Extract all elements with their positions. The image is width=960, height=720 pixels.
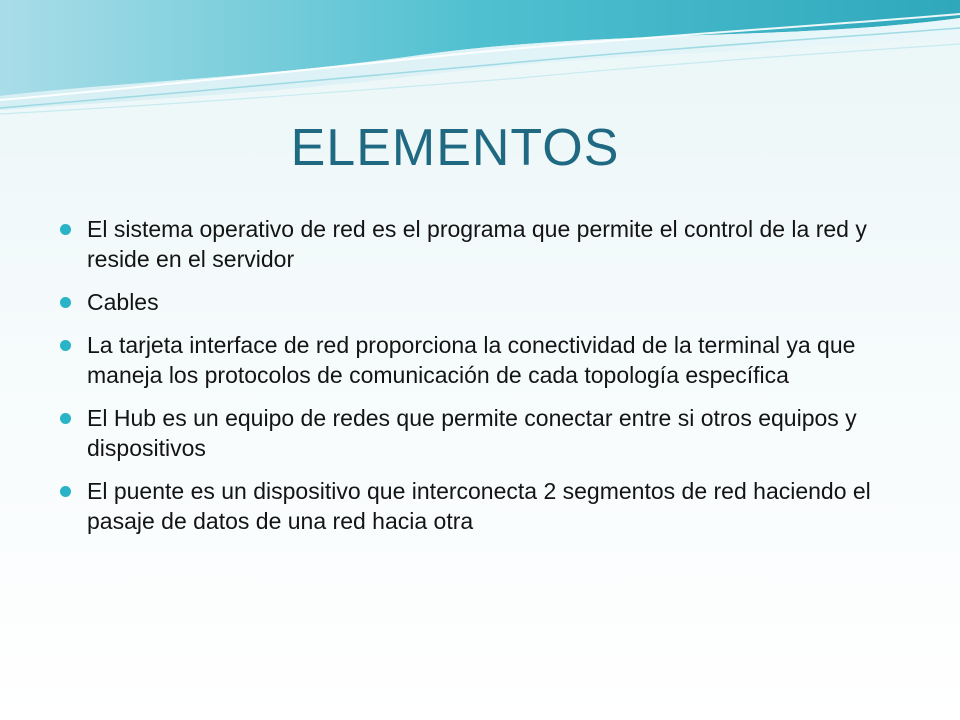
bullet-list bbox=[60, 214, 880, 549]
bullet-item bbox=[60, 287, 880, 317]
bullet-text: El Hub es un equipo de redes que permite conectar entre si otros equipos y dispositivos bbox=[87, 405, 857, 461]
bullet-dot-icon bbox=[60, 224, 71, 235]
bullet-dot-icon bbox=[60, 486, 71, 497]
bullet-text: El puente es un dispositivo que interconecta 2 segmentos de red haciendo el pasaje de datos de una red hacia otra bbox=[87, 478, 871, 534]
slide-title: ELEMENTOS bbox=[290, 119, 620, 177]
wave-header-decoration bbox=[0, 0, 960, 120]
bullet-item bbox=[60, 403, 880, 463]
bullet-text: La tarjeta interface de red proporciona la conectividad de la terminal ya que maneja los protocolos de comunicación de cada topología específica bbox=[87, 332, 856, 388]
bullet-dot-icon bbox=[60, 413, 71, 424]
bullet-text: Cables bbox=[87, 289, 159, 315]
bullet-text: El sistema operativo de red es el programa que permite el control de la red y reside en el servidor bbox=[87, 216, 867, 272]
bullet-dot-icon bbox=[60, 297, 71, 308]
bullet-item bbox=[60, 330, 880, 390]
bullet-item bbox=[60, 476, 880, 536]
bullet-dot-icon bbox=[60, 340, 71, 351]
bullet-item bbox=[60, 214, 880, 274]
